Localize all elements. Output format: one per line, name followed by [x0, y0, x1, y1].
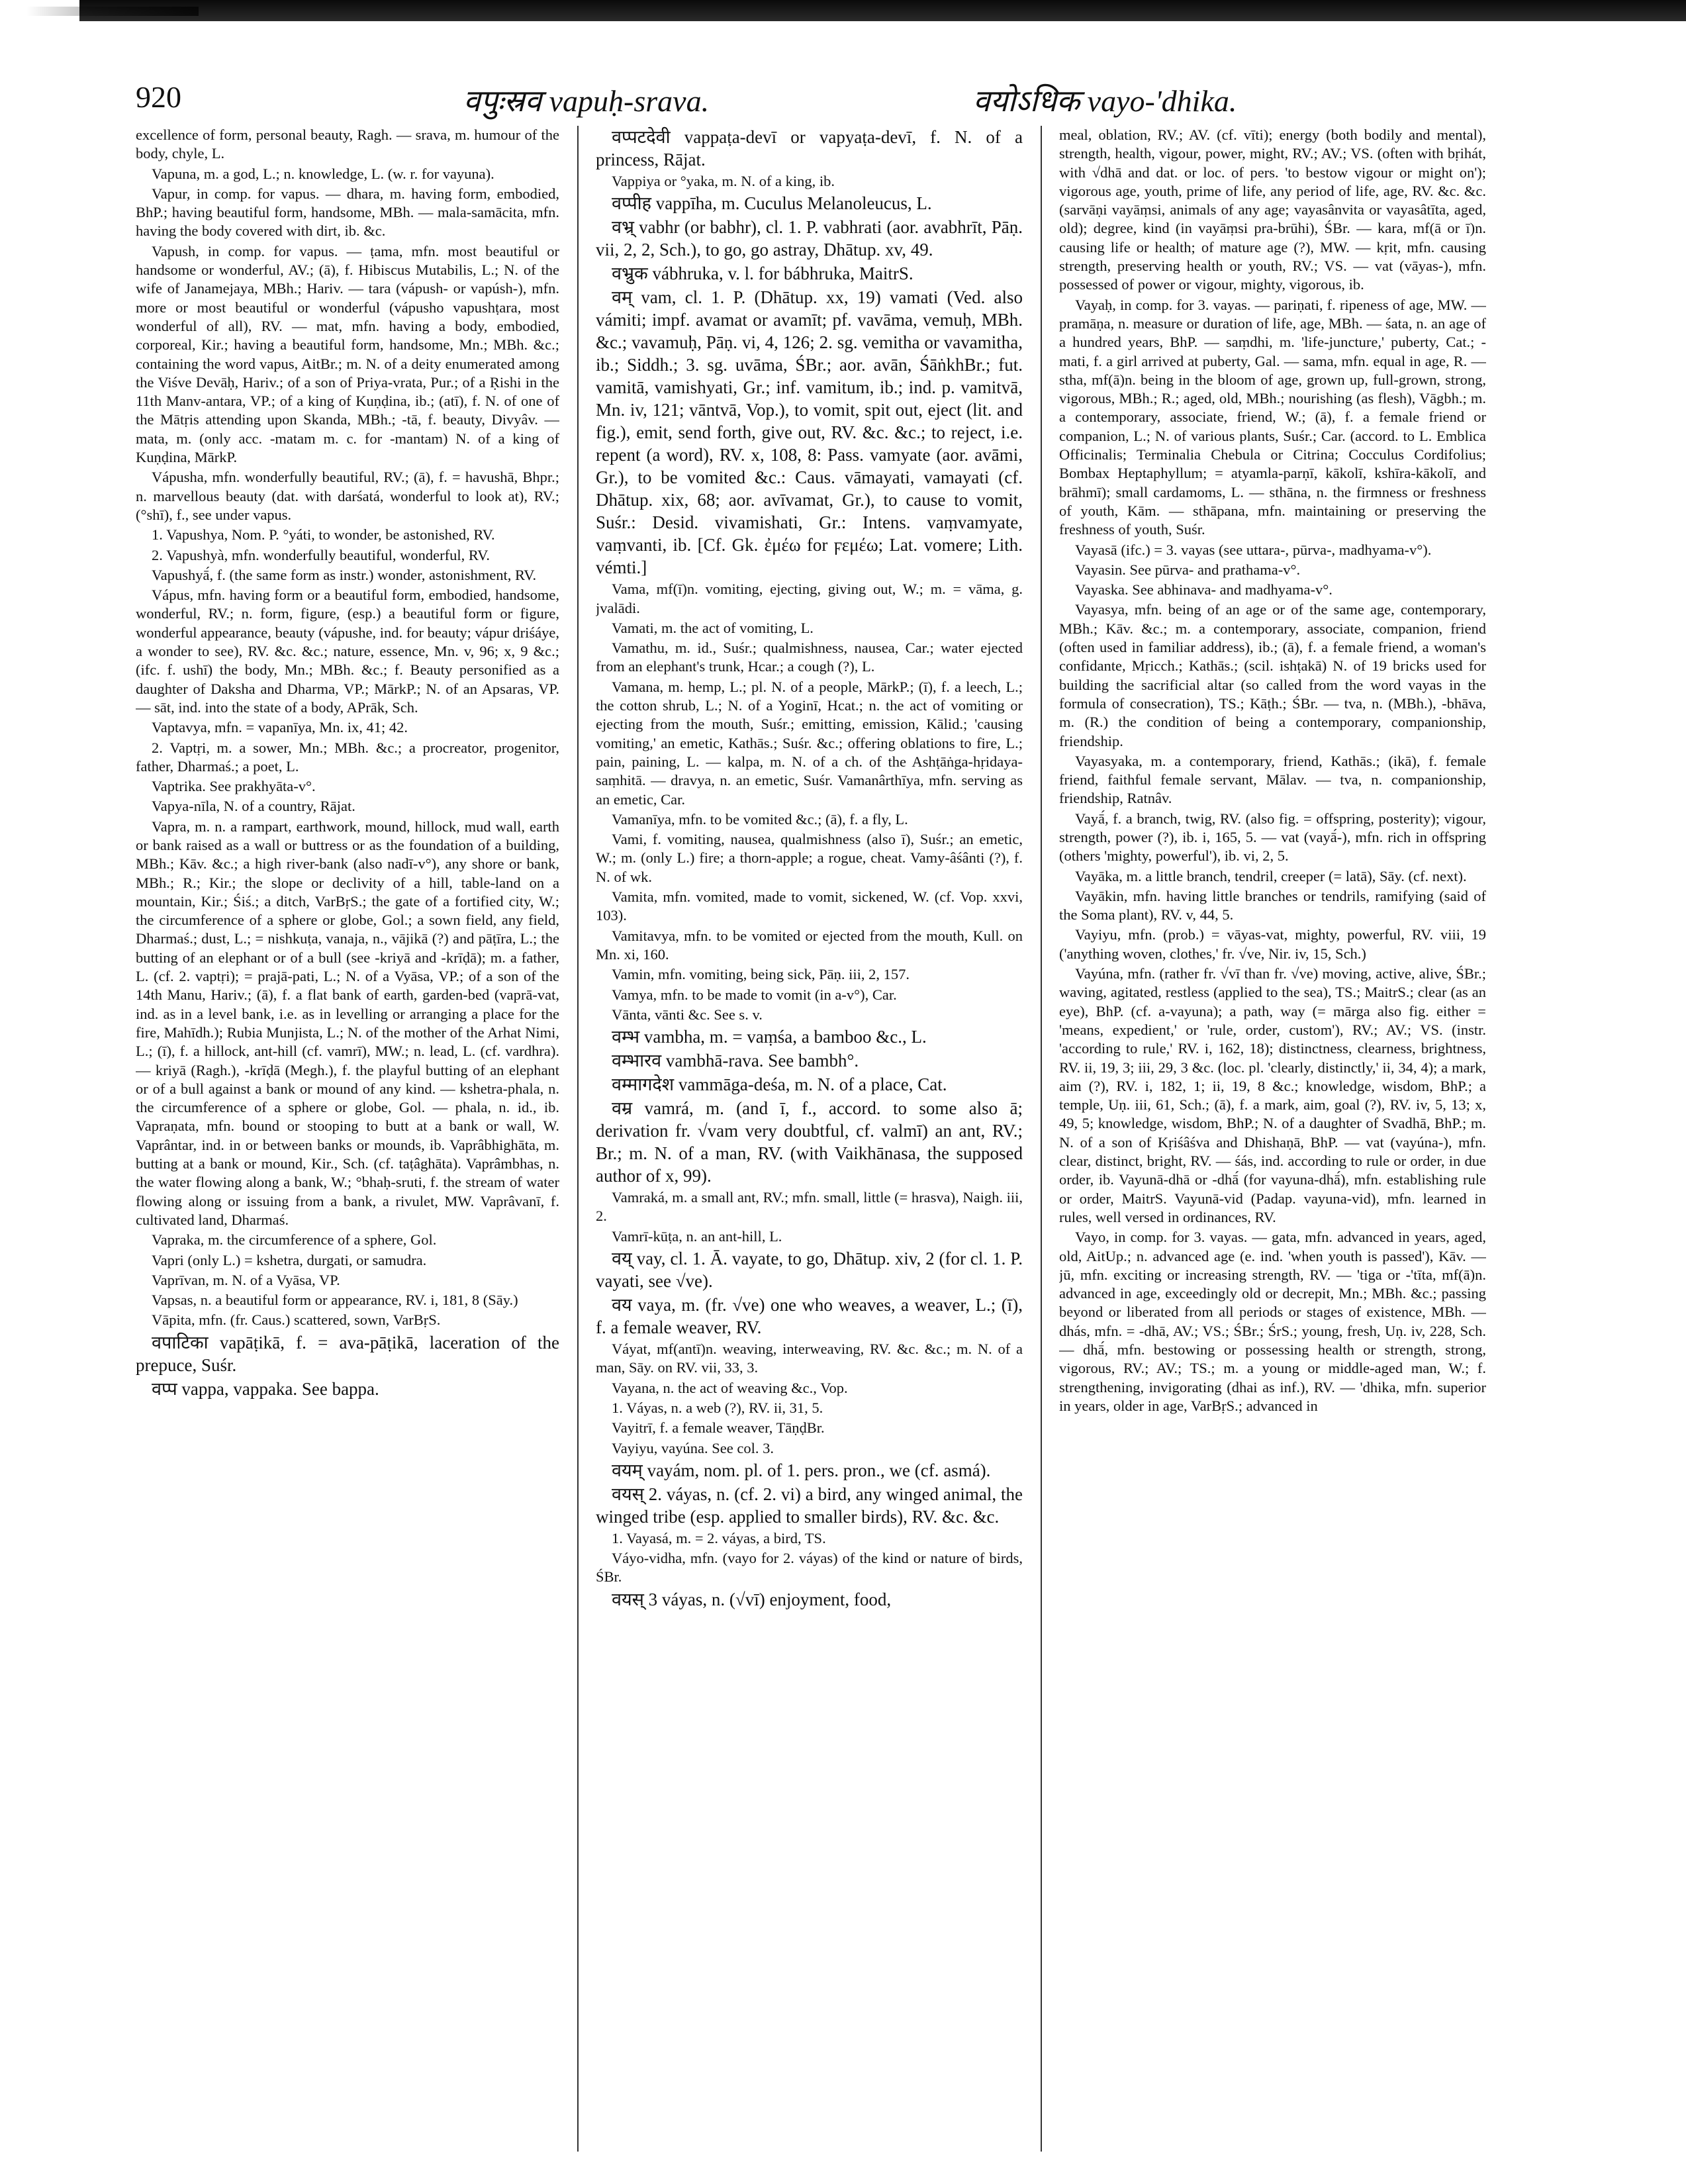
- dictionary-entry: Vamita, mfn. vomited, made to vomit, sickened, W. (cf. Vop. xxvi, 103).: [596, 888, 1023, 924]
- dictionary-entry: वभ्र् vabhr (or babhr), cl. 1. P. vabhrati (aor. avabhrīt, Pāṇ. vii, 2, 2, Sch.), to go, go astray, Dhātup. xv, 49.: [596, 217, 1023, 260]
- dictionary-entry: Vayaska. See abhinava- and madhyama-v°.: [1075, 581, 1333, 598]
- dictionary-entry: Vaprīvan, m. N. of a Vyāsa, VP.: [152, 1271, 340, 1288]
- dictionary-entry: 1. Vapushya, Nom. P. °yáti, to wonder, be astonished, RV.: [152, 526, 495, 544]
- dictionary-entry: Vamraká, m. a small ant, RV.; mfn. small, little (= hrasva), Naigh. iii, 2.: [596, 1189, 1023, 1225]
- dictionary-entry: Vapushyā́, f. (the same form as instr.) wonder, astonishment, RV.: [152, 566, 537, 583]
- dictionary-entry: Vami, f. vomiting, nausea, qualmishness (also ī), Suśr.; an emetic, W.; m. (only L.) fire; a thorn-apple; a rogue, cheat. Vamy-âśânti (?), f. N. of wk.: [596, 831, 1023, 885]
- dictionary-entry: Vayasyaka, m. a contemporary, friend, Kathās.; (ikā), f. female friend, faithful female servant, Mālav. — tva, n. companionship, friendship, Ratnâv.: [1059, 752, 1486, 807]
- dictionary-entry: वय् vay, cl. 1. Ā. vayate, to go, Dhātup. xiv, 2 (for cl. 1. P. vayati, see √ve).: [596, 1249, 1023, 1292]
- dictionary-entry: Vamanīya, mfn. to be vomited &c.; (ā), f. a fly, L.: [612, 810, 908, 828]
- left-guide-word: वपुःस्रव vapuḥ-srava.: [463, 84, 710, 118]
- dictionary-entry: Vapya-nīla, N. of a country, Rājat.: [152, 798, 355, 815]
- dictionary-entry: वम्भ vambha, m. = vaṃśa, a bamboo &c., L.: [612, 1027, 927, 1047]
- scan-edge-fade: [26, 7, 199, 16]
- dictionary-entry: वपाटिका vapāṭikā, f. = ava-pāṭikā, laceration of the prepuce, Suśr.: [136, 1332, 559, 1375]
- dictionary-entry: 1. Váyas, n. a web (?), RV. ii, 31, 5.: [612, 1399, 823, 1416]
- dictionary-entry: Vapuna, m. a god, L.; n. knowledge, L. (w. r. for vayuna).: [152, 165, 494, 182]
- column-2: [596, 126, 1023, 2152]
- dictionary-entry: Vayā́, f. a branch, twig, RV. (also fig. = offspring, posterity); vigour, strength, power (?), ib. i, 165, 5. — vat (vayā́-), mfn. rich in offspring (others 'mighty, powerful'), ib. vi, 2, 5.: [1059, 810, 1486, 865]
- dictionary-entry: वप्पटदेवी vappaṭa-devī or vapyaṭa-devī, f. N. of a princess, Rājat.: [596, 127, 1023, 169]
- column-3: [1059, 126, 1486, 2152]
- column-divider-1: [577, 126, 579, 2152]
- dictionary-entry: Vapush, in comp. for vapus. — ṭama, mfn. most beautiful or handsome or wonderful, AV.; (ā), f. Hibiscus Mutabilis, L.; N. of the wife of Janamejaya, MBh.; Hariv. — tara (vápush- or vapúsh-), mfn. more or most beautiful or wonderful (vápusho vapushṭara, most wonderful of all), RV. — mat, mfn. having a body, embodied, corporeal, Kir.; having a beautiful form, handsome, Mn.; MBh. &c.; containing the word vapus, AitBr.; m. N. of a deity enumerated among the Viśve Devāḥ, Hariv.; of a son of Priya-vrata, Pur.; of a Ṛishi in the 11th Manv-antara, VP.; of a king of Kuṇḍina, ib.; (atī), f. N. of one of the Mātṛis attending upon Skanda, MBh.; -tā, f. beauty, Divyâv. — mata, m. (only acc. -matam m. c. for -mantam) N. of a king of Kuṇḍina, MārkP.: [136, 242, 559, 466]
- dictionary-entry: Vapraka, m. the circumference of a sphere, Gol.: [152, 1231, 437, 1249]
- dictionary-entry: वम् vam, cl. 1. P. (Dhātup. xx, 19) vamati (Ved. also vámiti; impf. avamat or avamīt; pf. vavāma, vemuḥ, MBh. &c.; vavamuḥ, Pāṇ. vi, 4, 126; 2. sg. vemitha or vavamitha, ib.; Siddh.; 3. sg. uvāma, ŚBr.; aor. avān, ŚāṅkhBr.; fut. vamitā, vamishyati, Gr.; inf. vamitum, ib.; ind. p. vamitvā, Mn. iv, 121; vāntvā, Vop.), to vomit, spit out, eject (lit. and fig.), emit, send forth, give out, RV. &c. &c.; to reject, i.e. repent (a word), RV. x, 108, 8: Pass. vamyate (aor. avāmi, Gr.), to be vomited &c.: Caus. vāmayati, vamayati (cf. Dhātup. xix, 68; aor. avīvamat, Gr.), to cause to vomit, Suśr.: Desid. vivamishati, Gr.: Intens. vaṃvamyate, vaṃvanti, ib. [Cf. Gk. ἐμέω for ϝεμέω; Lat. vomere; Lith. vémti.]: [596, 287, 1023, 578]
- dictionary-entry: meal, oblation, RV.; AV. (cf. vīti); energy (both bodily and mental), strength, health, vigour, power, might, RV.; AV.; VS. (often with bṛihát, with √dhā and dat. or loc. of pers. 'to bestow vigour or might on'); vigorous age, youth, prime of life, any period of life, age, RV. &c. &c. (sarvāṇi vayāṃsi, animals of any age; vayasânvita or vayasâtīta, aged, old); degree, kind (in vayāṃsi pra-brūhi), ŚBr. — kara, mf(ā or ī)n. causing life or health; of mature age (?), MW. — kṛit, mfn. causing strength, preserving health or youth, RV.; VS. — vat (vāyas-), mfn. possessed of power or vigour, mighty, vigorous, ib.: [1059, 126, 1486, 293]
- dictionary-entry: वम्भारव vambhā-rava. See bambh°.: [612, 1051, 859, 1071]
- dictionary-entry: Váyat, mf(antī)n. weaving, interweaving, RV. &c. &c.; m. N. of a man, Sāy. on RV. vii, 33, 3.: [596, 1341, 1023, 1376]
- dictionary-entry: Vápus, mfn. having form or a beautiful form, embodied, handsome, wonderful, RV.; n. form, figure, (esp.) a beautiful form or figure, wonderful appearance, beauty (vápushe, ind. for beauty; vápur driśáye, a wonder to see), RV. &c. &c.; nature, essence, Mn. v, 96; x, 9 &c.; (ifc. f. ushī) the body, Mn.; MBh. &c.; f. Beauty personified as a daughter of Daksha and Dharma, VP.; MārkP.; N. of an Apsaras, VP. — sāt, ind. into the state of a body, APrāk, Sch.: [136, 587, 559, 716]
- dictionary-entry: 2. Vaptṛi, m. a sower, Mn.; MBh. &c.; a procreator, progenitor, father, Dharmaś.; a poet, L.: [136, 739, 559, 775]
- dictionary-entry: Vayākin, mfn. having little branches or tendrils, ramifying (said of the Soma plant), RV. v, 44, 5.: [1059, 887, 1486, 924]
- dictionary-entry: Vappiya or °yaka, m. N. of a king, ib.: [612, 173, 835, 189]
- dictionary-entry: Vapur, in comp. for vapus. — dhara, m. having form, embodied, BhP.; having beautiful form, handsome, MBh. — mala-samācita, mfn. having the body covered with dirt, ib. &c.: [136, 185, 559, 240]
- dictionary-entry: Vāpita, mfn. (fr. Caus.) scattered, sown, VarBṛS.: [152, 1311, 441, 1329]
- page-header: [0, 66, 1686, 119]
- dictionary-entry: Vaptavya, mfn. = vapanīya, Mn. ix, 41; 42.: [152, 719, 408, 736]
- dictionary-entry: वय vaya, m. (fr. √ve) one who weaves, a weaver, L.; (ī), f. a female weaver, RV.: [596, 1295, 1023, 1338]
- dictionary-entry: वम्मागदेश vammāga-deśa, m. N. of a place, Cat.: [612, 1074, 947, 1095]
- dictionary-entry: Vamitavya, mfn. to be vomited or ejected from the mouth, Kull. on Mn. xi, 160.: [596, 927, 1023, 963]
- dictionary-entry: वप्प vappa, vappaka. See bappa.: [152, 1378, 379, 1399]
- dictionary-entry: Vapra, m. n. a rampart, earthwork, mound, hillock, mud wall, earth or bank raised as a wall or buttress or as the foundation of a building, MBh.; Kāv. &c.; a high river-bank (also nadī-v°), any shore or bank, MBh.; R.; Kir.; the slope or declivity of a hill, table-land on a mountain, Kir.; Śiś.; a ditch, VarBṛS.; the gate of a fortified city, W.; the circumference of a sphere or globe, Gol.; a sown field, any field, Dharmaś.; dust, L.; = nishkuṭa, vanaja, n., vājikā (?) and pāṭīra, L.; the butting of an elephant or of a bull (see -kriyā and -krīḍā); m. a father, L. (cf. 2. vaptṛi); = prajā-pati, L.; N. of a Vyāsa, VP.; of a son of the 14th Manu, Hariv.; (ā), f. a flat bank of earth, garden-bed (vaprā-vat, ind. as in a level bank, i.e. as in levelling or arranging a place for the fire, Mahīdh.); Rubia Munjista, L.; N. of the mother of the Arhat Nimi, L.; (ī), f. a hillock, ant-hill (cf. vamrī), MW.; n. lead, L. (cf. vardhra). — kriyā (Ragh.), -krīḍā (Megh.), f. the playful butting of an elephant or of a bull against a bank or mound of any kind. — kshetra-phala, n. the circumference of a sphere or globe, Gol. — phala, n. id., ib. Vapraṇata, mfn. bound or stooping to butt at a bank or wall, W. Vaprântar, ind. in or between banks or mounds, ib. Vaprâbhighāta, m. butting at a bank or mound, Kir., Sch. (cf. taṭâghāta). Vaprâmbhas, n. the water flowing along a bank, W.; °bhaḥ-sruti, f. the stream of water flowing along or issuing from a bank, a rivulet, MW. Vaprâvanī, f. cultivated land, Dharmaś.: [136, 818, 559, 1228]
- dictionary-entry: 2. Vapushyà, mfn. wonderfully beautiful, wonderful, RV.: [152, 546, 491, 563]
- right-guide-word: वयोऽधिक vayo-'dhika.: [973, 84, 1237, 118]
- dictionary-entry: Vayitrī, f. a female weaver, TāṇḍBr.: [612, 1419, 825, 1437]
- dictionary-entry: Vayasin. See pūrva- and prathama-v°.: [1075, 561, 1301, 578]
- dictionary-entry: Vayaḥ, in comp. for 3. vayas. — pariṇati, f. ripeness of age, MW. — pramāṇa, n. measure or duration of life, age, MBh. — śata, n. an age of a hundred years, BhP. — saṃdhi, m. 'life-juncture,' puberty, Cat.; -mati, f. a girl arrived at puberty, Gal. — sama, mfn. equal in age, R. — stha, mf(ā)n. being in the bloom of age, grown up, full-grown, strong, vigorous, MBh.; R.; aged, old, MBh.; nourishing (as flesh), Vāgbh.; m. a contemporary, associate, friend, W.; (ā), f. a female friend or companion, L.; N. of various plants, Suśr.; Car. (accord. to L. Emblica Officinalis; Terminalia Chebula or Citrina; Cocculus Cordifolius; Bombax Heptaphyllum; = atyamla-parṇī, kākolī, kshīra-kākolī, and brāhmī); small cardamoms, L. — sthāna, n. the firmness or freshness of youth, Kām. — sthāpana, mfn. maintaining or preserving the freshness of youth, Suśr.: [1059, 296, 1486, 538]
- dictionary-entry: Vamati, m. the act of vomiting, L.: [612, 619, 814, 636]
- dictionary-entry: Vamya, mfn. to be made to vomit (in a-v°), Car.: [612, 986, 897, 1003]
- dictionary-entry: Váyo-vidha, mfn. (vayo for 2. váyas) of the kind or nature of birds, ŚBr.: [596, 1550, 1023, 1586]
- dictionary-entry: 1. Vayasá, m. = 2. váyas, a bird, TS.: [612, 1529, 826, 1546]
- dictionary-entry: Vayana, n. the act of weaving &c., Vop.: [612, 1379, 848, 1396]
- dictionary-entry: excellence of form, personal beauty, Ragh. — srava, m. humour of the body, chyle, L.: [136, 126, 559, 162]
- dictionary-entry: Vayāka, m. a little branch, tendril, creeper (= latā), Sāy. (cf. next).: [1075, 867, 1467, 884]
- dictionary-entry: Vapri (only L.) = kshetra, durgati, or samudra.: [152, 1251, 427, 1268]
- column-divider-2: [1041, 126, 1042, 2152]
- column-1: [136, 126, 559, 2152]
- dictionary-entry: वयम् vayám, nom. pl. of 1. pers. pron., we (cf. asmá).: [612, 1460, 991, 1480]
- dictionary-entry: Vama, mf(ī)n. vomiting, ejecting, giving out, W.; m. = vāma, g. jvalādi.: [596, 581, 1023, 616]
- dictionary-entry: Vaptrika. See prakhyāta-v°.: [152, 778, 316, 795]
- scan-top-edge: [79, 0, 1686, 21]
- dictionary-entry: Vamin, mfn. vomiting, being sick, Pāṇ. iii, 2, 157.: [612, 966, 910, 983]
- dictionary-entry: Vápusha, mfn. wonderfully beautiful, RV.; (ā), f. = havushā, Bhpr.; n. marvellous beauty (dat. with darśatá, wonderful to look at), RV.; (°shī), f., see under vapus.: [136, 469, 559, 523]
- dictionary-entry: Vayasā (ifc.) = 3. vayas (see uttara-, pūrva-, madhyama-v°).: [1075, 541, 1432, 558]
- dictionary-entry: Vayúna, mfn. (rather fr. √vī than fr. √ve) moving, active, alive, ŚBr.; waving, agitated, restless (applied to the sea), TS.; MaitrS.; clear (as an eye), BhP. (cf. a-vayuna); a path, way (= mārga also fig. either = 'means, expedient,' or 'rule, order, custom'), RV.; AV.; VS. (instr. 'according to rule,' RV. i, 162, 18); distinctness, clearness, brightness, RV. ii, 19, 3; iii, 29, 3 &c. (loc. pl. 'clearly, distinctly,' ii, 34, 4); a mark, aim (?), RV. i, 182, 1; ii, 19, 8 &c.; knowledge, wisdom, BhP.; a temple, Uṇ. iii, 61, Sch.; (ā), f. a mark, aim, goal (?), RV. iv, 5, 13; x, 49, 5; knowledge, wisdom, BhP.; N. of a daughter of Svadhā, BhP.; m. N. of a son of Kṛiśâśva and Dhishaṇā, BhP. — vat (vayúna-), mfn. clear, distinct, bright, RV. — śás, ind. according to rule or order, in due order, ib. Vayunā-dhā or -dhā́ (for vayuna-dhā́), mfn. establishing rule or order, MaitrS. Vayunā-vid (Padap. vayuna-vid), mfn. learned in rules, well versed in ordinances, RV.: [1059, 965, 1486, 1225]
- dictionary-entry: Vayo, in comp. for 3. vayas. — gata, mfn. advanced in years, aged, old, AitUp.; n. advanced age (e. ind. 'when youth is passed'), Kāv. — jū, mfn. exciting or increasing strength, RV. — 'tiga or -'tīta, mf(ā)n. advanced in age, exceedingly old or decrepit, Mn.; MBh. &c.; passing beyond or liberated from all periods or stages of existence, MBh. — dhás, mfn. = -dhā, AV.; VS.; ŚBr.; ŚrS.; young, fresh, Uṇ. iv, 228, Sch. — dhā́, mfn. bestowing or possessing health or strength, strong, vigorous, RV.; AV.; TS.; m. a young or middle-aged man, W.; f. strengthening, invigorating (dhai as inf.), RV. — 'dhika, mfn. superior in years, older in age, VarBṛS.; advanced in: [1059, 1229, 1486, 1414]
- page-number: 920: [136, 80, 181, 114]
- dictionary-entry: वयस् 2. váyas, n. (cf. 2. vi) a bird, any winged animal, the winged tribe (esp. applied to smaller birds), RV. &c. &c.: [596, 1484, 1023, 1527]
- dictionary-entry: वभ्रुक vábhruka, v. l. for bábhruka, MaitrS.: [612, 263, 913, 284]
- dictionary-entry: Vamana, m. hemp, L.; pl. N. of a people, MārkP.; (ī), f. a leech, L.; the cotton shrub, L.; N. of a Yoginī, Hcat.; n. the act of vomiting or ejecting from the mouth, Suśr.; emitting, emission, Kālid.; 'causing vomiting,' an emetic, Kathās.; Suśr. &c.; offering oblations to fire, L.; pain, paining, L. — kalpa, m. N. of a ch. of the Ashṭāṅga-hṛidaya-saṃhitā. — dravya, n. an emetic, Suśr. Vamanârthīya, mfn. serving as an emetic, Car.: [596, 678, 1023, 808]
- dictionary-entry: वम्र vamrá, m. (and ī, f., accord. to some also ā; derivation fr. √vam very doubtful, cf. valmī) an ant, RV.; Br.; m. N. of a man, RV. (with Vaikhānasa, the supposed author of x, 99).: [596, 1098, 1023, 1186]
- dictionary-entry: Vamathu, m. id., Suśr.; qualmishness, nausea, Car.; water ejected from an elephant's trunk, Hcar.; a cough (?), L.: [596, 640, 1023, 675]
- dictionary-entry: Vānta, vānti &c. See s. v.: [612, 1006, 763, 1023]
- dictionary-entry: Vayasya, mfn. being of an age or of the same age, contemporary, MBh.; Kāv. &c.; m. a contemporary, associate, companion, friend (often used in familiar address), ib.; (ā), f. a female friend, a woman's confidante, Mṛicch.; Kathās.; (scil. ishṭakā) N. of 19 bricks used for building the sacrificial altar (so called from the word vayas in the formula of consecration), TS.; Kāṭh.; ŚBr. — tva, n. (MBh.), -bhāva, m. (R.) the condition of being a contemporary, companionship, friendship.: [1059, 601, 1486, 749]
- dictionary-entry: Vayiyu, vayúna. See col. 3.: [612, 1439, 774, 1456]
- dictionary-entry: वयस् 3 váyas, n. (√vī) enjoyment, food,: [612, 1589, 892, 1609]
- dictionary-entry: Vapsas, n. a beautiful form or appearance, RV. i, 181, 8 (Sāy.): [152, 1292, 518, 1309]
- dictionary-entry: Vamrī-kūṭa, n. an ant-hill, L.: [612, 1227, 782, 1245]
- dictionary-entry: वप्पीह vappīha, m. Cuculus Melanoleucus, L.: [612, 193, 932, 214]
- dictionary-entry: Vayiyu, mfn. (prob.) = vāyas-vat, mighty, powerful, RV. viii, 19 ('anything woven, clothes,' fr. √ve, Nir. iv, 15, Sch.): [1059, 926, 1486, 962]
